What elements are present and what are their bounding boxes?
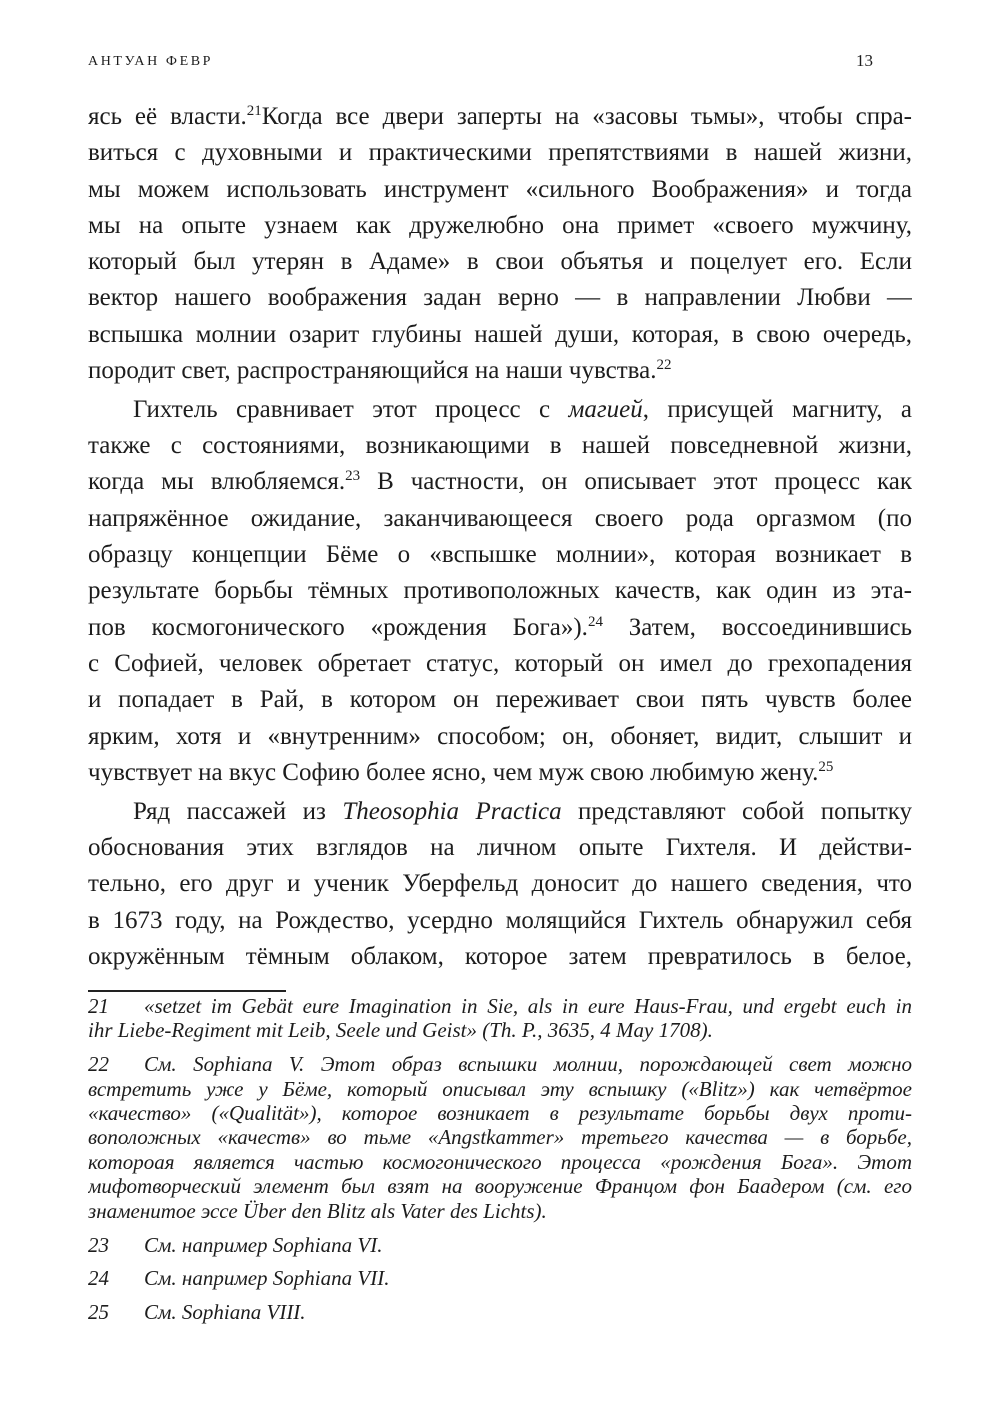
paragraph-3	[88, 794, 912, 975]
footnote-25	[88, 1300, 912, 1324]
line-text: Затем, воссоединившись	[602, 613, 912, 641]
footnote-separator	[88, 990, 286, 992]
footnote-number: 24	[88, 1266, 109, 1291]
footnote-number: 21	[88, 994, 109, 1018]
line-text: , присущей магниту, а	[642, 395, 912, 423]
body-line	[88, 610, 912, 646]
footnote-text: См. Sophiana V. Этот образ вспышки молнии, порождающей свет можно	[144, 1052, 912, 1077]
body-line: вспышка молнии озарит глубины нашей души, которая, в свою очередь,	[88, 320, 912, 348]
line-text: Когда все двери заперты на «засовы тьмы», чтобы спра-	[261, 103, 912, 130]
body-line: окружённым тёмным облаком, которое затем превратилось в белое,	[88, 942, 912, 970]
footnote-number: 23	[88, 1232, 109, 1257]
body-line: образцу концепции Бёме о «вспышке молнии», которая возникает в	[88, 541, 912, 569]
footnote-text: См. например Sophiana VII.	[144, 1266, 390, 1291]
body-text	[88, 99, 912, 975]
footnote-line: мифотворческий элемент был взят на вооружение Францом фон Баадером (см. его	[88, 1174, 912, 1199]
line-text: когда мы влюбляемся.	[88, 468, 346, 496]
footnote-line	[88, 1052, 912, 1076]
footnote-line	[88, 1233, 912, 1257]
footnote-text: См. Sophiana VIII.	[144, 1300, 306, 1325]
body-line: результате борьбы тёмных противоположных качеств, как один из эта-	[88, 577, 912, 605]
body-line: напряжённое ожидание, заканчивающееся своего рода оргазмом (по	[88, 504, 912, 532]
line-text: породит свет, распространяющийся на наши чувства.	[88, 357, 657, 385]
body-line: и попадает в Рай, в котором он переживает свои пять чувств более	[88, 686, 912, 714]
footnote-ref-22: 22	[656, 357, 672, 374]
footnote-text: «setzet im Gebät eure Imagination in Sie, als in eure Haus-Frau, und ergebt euch in	[144, 994, 912, 1018]
body-line: мы на опыте узнаем как дружелюбно она примет «своего мужчину,	[88, 211, 912, 239]
footnote-text: См. например Sophiana VI.	[144, 1232, 383, 1257]
footnote-line: «качество» («Qualität»), которое возникает в результате борьбы двух проти-	[88, 1101, 912, 1126]
body-line: в 1673 году, на Рождество, усердно молящийся Гихтель обнаружил себя	[88, 906, 912, 934]
footnote-ref-24: 24	[587, 613, 603, 630]
footnote-line: котороая является частью космогонического процесса «рождения Бога». Этот	[88, 1149, 912, 1174]
body-line	[88, 755, 912, 791]
body-line	[88, 392, 912, 428]
footnote-line: встретить уже у Бёме, который описывал эту вспышку («Blitz») как четвёртое	[88, 1076, 912, 1101]
footnote-24	[88, 1266, 912, 1290]
footnote-line	[88, 1300, 912, 1324]
footnote-line: знаменитое эссе Über den Blitz als Vater des Lichts).	[88, 1198, 547, 1223]
footnote-23	[88, 1233, 912, 1257]
footnote-line: воположных «качеств» во тьме «Angstkammer» третьего качества — в борьбе,	[88, 1125, 912, 1150]
footnote-line	[88, 994, 912, 1018]
body-line: ярким, хотя и «внутренним» способом; он, обоняет, видит, слышит и	[88, 722, 912, 750]
body-line: который был утерян в Адаме» в свои объятья и поцелует его. Если	[88, 248, 912, 276]
line-text: пов космогонического «рождения Бога»).	[88, 613, 588, 641]
running-head-author: АНТУАН ФЕВР	[88, 54, 214, 69]
body-line: с Софией, человек обретает статус, который он имел до грехопадения	[88, 649, 912, 677]
paragraph-1	[88, 99, 912, 389]
body-line: также с состояниями, возникающими в нашей повседневной жизни,	[88, 432, 912, 460]
footnote-ref-21: 21	[246, 103, 262, 119]
line-text: представляют собой попытку	[561, 797, 912, 825]
paragraph-2	[88, 392, 912, 791]
footnote-line	[88, 1266, 912, 1290]
footnotes	[88, 994, 912, 1334]
footnote-number: 25	[88, 1300, 109, 1325]
line-text: ясь её власти.	[88, 103, 247, 130]
line-text: чувствует на вкус Софию более ясно, чем муж свою любимую жену.	[88, 758, 819, 786]
page-number: 13	[856, 51, 873, 70]
body-line	[88, 99, 912, 135]
footnote-ref-25: 25	[818, 758, 834, 775]
body-line	[88, 794, 912, 830]
footnote-21	[88, 994, 912, 1043]
line-text: Гихтель сравнивает этот процесс с	[133, 395, 569, 423]
body-line: вектор нашего воображения задан верно — в направлении Любви —	[88, 284, 912, 312]
body-line: мы можем использовать инструмент «сильного Воображения» и тогда	[88, 175, 912, 203]
line-text: Ряд пассажей из	[133, 797, 343, 825]
body-line	[88, 353, 912, 389]
emphasis-text: магией	[568, 395, 643, 423]
footnote-22	[88, 1052, 912, 1223]
footnote-number: 22	[88, 1052, 109, 1077]
body-line: обоснования этих взглядов на личном опыте Гихтеля. И действи-	[88, 833, 912, 861]
body-line: виться с духовными и практическими препятствиями в нашей жизни,	[88, 139, 912, 167]
body-line: тельно, его друг и ученик Уберфельд доносит до нашего сведения, что	[88, 870, 912, 898]
body-line	[88, 464, 912, 500]
book-title-text: Theosophia Practica	[342, 797, 562, 825]
line-text: В частности, он описывает этот процесс как	[360, 468, 912, 496]
footnote-ref-23: 23	[345, 468, 361, 485]
footnote-line: ihr Liebe-Regiment mit Leib, Seele und Geist» (Th. P., 3635, 4 May 1708).	[88, 1018, 713, 1043]
